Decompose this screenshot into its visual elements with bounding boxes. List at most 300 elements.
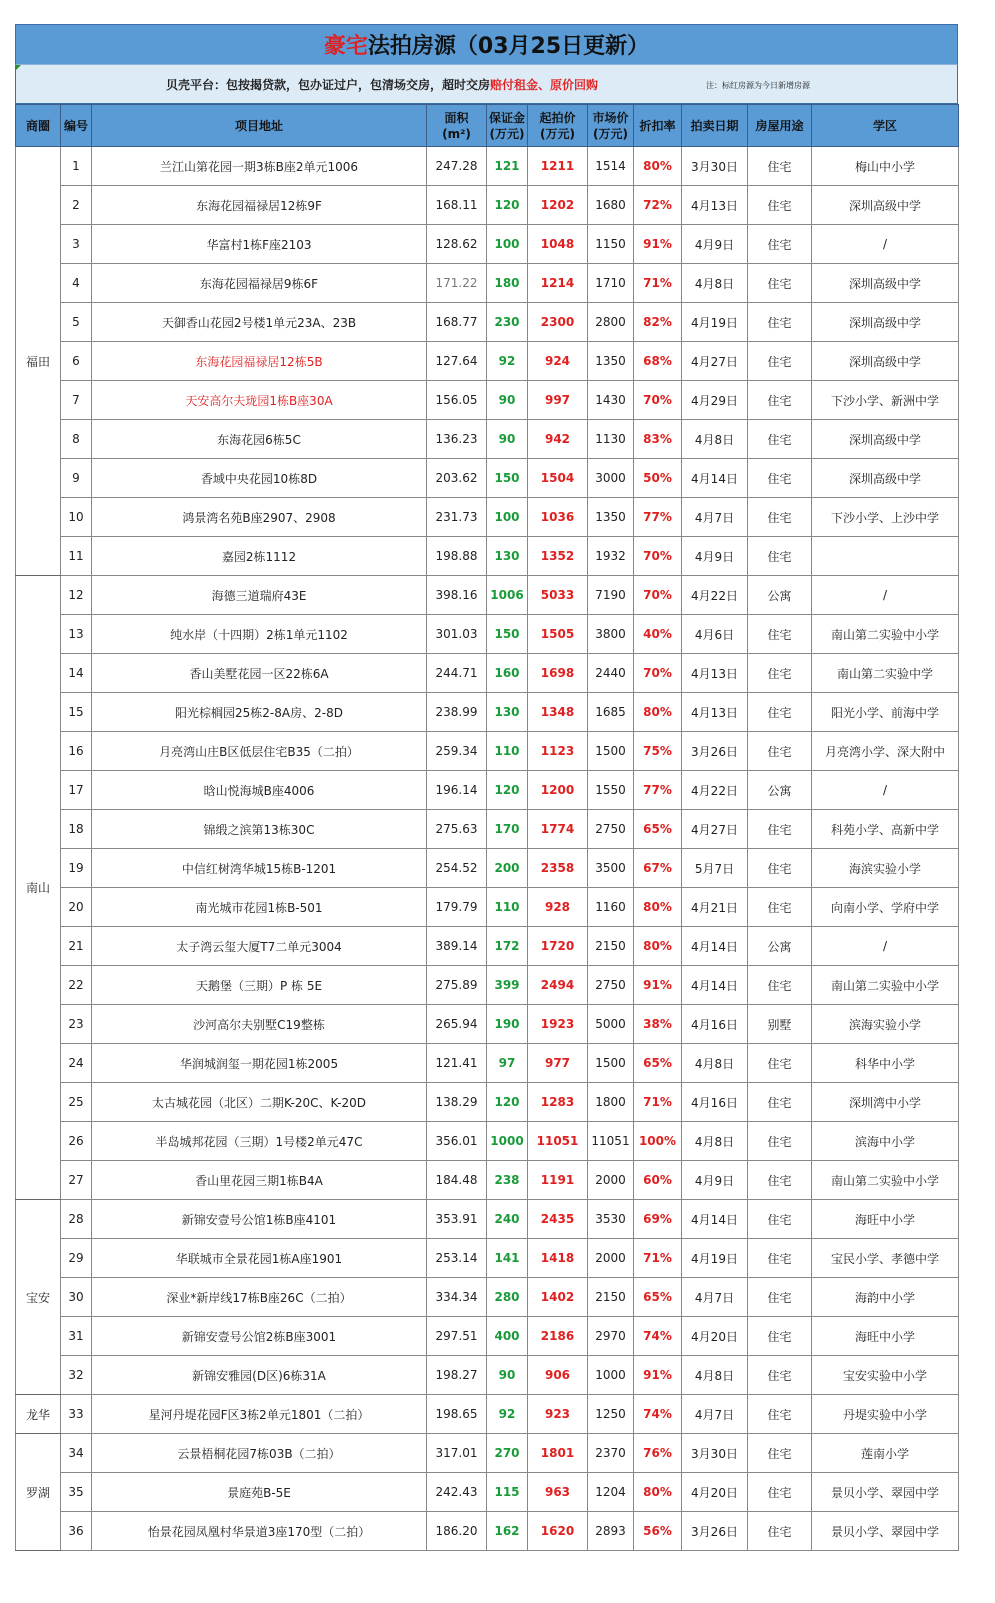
- header-area-label: 面积: [444, 110, 469, 125]
- table-row: [16, 966, 959, 1005]
- date-cell: 4月8日: [682, 420, 748, 459]
- usage-cell: 住宅: [748, 732, 812, 771]
- area-cell: 203.62: [427, 459, 487, 498]
- market-price-cell: 5000: [588, 1005, 634, 1044]
- no-cell: 32: [61, 1356, 92, 1395]
- discount-cell: 71%: [634, 1239, 682, 1278]
- start-price-cell: 2494: [528, 966, 588, 1005]
- market-price-cell: 1932: [588, 537, 634, 576]
- date-cell: 4月22日: [682, 771, 748, 810]
- market-price-cell: 2800: [588, 303, 634, 342]
- start-price-cell: 2186: [528, 1317, 588, 1356]
- table-row: [16, 420, 959, 459]
- table-row: [16, 147, 959, 186]
- school-cell: 海韵中小学: [812, 1278, 959, 1317]
- no-cell: 12: [61, 576, 92, 615]
- address-cell: 景庭苑B-5E: [92, 1473, 427, 1512]
- deposit-cell: 180: [487, 264, 528, 303]
- no-cell: 7: [61, 381, 92, 420]
- date-cell: 4月14日: [682, 1200, 748, 1239]
- area-cell: 265.94: [427, 1005, 487, 1044]
- area-cell: 231.73: [427, 498, 487, 537]
- area-cell: 247.28: [427, 147, 487, 186]
- address-cell: 新锦安壹号公馆1栋B座4101: [92, 1200, 427, 1239]
- table-row: [16, 1239, 959, 1278]
- market-price-cell: 3800: [588, 615, 634, 654]
- start-price-cell: 963: [528, 1473, 588, 1512]
- area-cell: 334.34: [427, 1278, 487, 1317]
- usage-cell: 住宅: [748, 1083, 812, 1122]
- header-deposit: [487, 105, 528, 147]
- usage-cell: 住宅: [748, 303, 812, 342]
- header-area-unit: (m²): [442, 126, 471, 141]
- usage-cell: 公寓: [748, 927, 812, 966]
- area-cell: 301.03: [427, 615, 487, 654]
- market-price-cell: 11051: [588, 1122, 634, 1161]
- usage-cell: 住宅: [748, 1200, 812, 1239]
- area-cell: 353.91: [427, 1200, 487, 1239]
- deposit-cell: 200: [487, 849, 528, 888]
- deposit-cell: 90: [487, 381, 528, 420]
- area-cell: 184.48: [427, 1161, 487, 1200]
- no-cell: 34: [61, 1434, 92, 1473]
- school-cell: 宝民小学、孝德中学: [812, 1239, 959, 1278]
- market-price-cell: 2440: [588, 654, 634, 693]
- usage-cell: 住宅: [748, 1434, 812, 1473]
- area-cell: 242.43: [427, 1473, 487, 1512]
- area-cell: 297.51: [427, 1317, 487, 1356]
- start-price-cell: 1801: [528, 1434, 588, 1473]
- usage-cell: 住宅: [748, 264, 812, 303]
- table-row: [16, 186, 959, 225]
- deposit-cell: 150: [487, 615, 528, 654]
- school-cell: 滨海中小学: [812, 1122, 959, 1161]
- no-cell: 19: [61, 849, 92, 888]
- school-cell: 宝安实验中小学: [812, 1356, 959, 1395]
- start-price-cell: 11051: [528, 1122, 588, 1161]
- usage-cell: 住宅: [748, 693, 812, 732]
- table-row: [16, 1434, 959, 1473]
- school-cell: 海旺中小学: [812, 1317, 959, 1356]
- address-cell: 兰江山第花园一期3栋B座2单元1006: [92, 147, 427, 186]
- usage-cell: 住宅: [748, 966, 812, 1005]
- discount-cell: 70%: [634, 654, 682, 693]
- date-cell: 4月13日: [682, 654, 748, 693]
- discount-cell: 70%: [634, 576, 682, 615]
- no-cell: 4: [61, 264, 92, 303]
- no-cell: 20: [61, 888, 92, 927]
- header-no: 编号: [61, 105, 92, 147]
- address-cell: 鸿景湾名苑B座2907、2908: [92, 498, 427, 537]
- school-cell: 深圳高级中学: [812, 186, 959, 225]
- date-cell: 3月26日: [682, 1512, 748, 1551]
- market-price-cell: 1800: [588, 1083, 634, 1122]
- area-cell: 127.64: [427, 342, 487, 381]
- date-cell: 4月9日: [682, 1161, 748, 1200]
- discount-cell: 76%: [634, 1434, 682, 1473]
- usage-cell: 住宅: [748, 459, 812, 498]
- discount-cell: 67%: [634, 849, 682, 888]
- table-row: [16, 1161, 959, 1200]
- address-cell: 华富村1栋F座2103: [92, 225, 427, 264]
- no-cell: 5: [61, 303, 92, 342]
- discount-cell: 70%: [634, 381, 682, 420]
- deposit-cell: 230: [487, 303, 528, 342]
- usage-cell: 住宅: [748, 420, 812, 459]
- usage-cell: 住宅: [748, 1044, 812, 1083]
- header-deposit-label: 保证金: [488, 110, 525, 125]
- market-price-cell: 1500: [588, 1044, 634, 1083]
- start-price-cell: 1418: [528, 1239, 588, 1278]
- subtitle-text: [166, 76, 598, 93]
- deposit-cell: 1000: [487, 1122, 528, 1161]
- deposit-cell: 97: [487, 1044, 528, 1083]
- address-cell: 深业*新岸线17栋B座26C（二拍）: [92, 1278, 427, 1317]
- school-cell: 莲南小学: [812, 1434, 959, 1473]
- school-cell: 科苑小学、高新中学: [812, 810, 959, 849]
- deposit-cell: 90: [487, 1356, 528, 1395]
- header-start: [528, 105, 588, 147]
- date-cell: 4月16日: [682, 1005, 748, 1044]
- start-price-cell: 977: [528, 1044, 588, 1083]
- start-price-cell: 1348: [528, 693, 588, 732]
- school-cell: 海旺中小学: [812, 1200, 959, 1239]
- date-cell: 4月7日: [682, 498, 748, 537]
- deposit-cell: 270: [487, 1434, 528, 1473]
- address-cell: 阳光棕榈园25栋2-8A房、2-8D: [92, 693, 427, 732]
- start-price-cell: 1048: [528, 225, 588, 264]
- market-price-cell: 1130: [588, 420, 634, 459]
- discount-cell: 80%: [634, 1473, 682, 1512]
- table-row: [16, 1473, 959, 1512]
- start-price-cell: 1720: [528, 927, 588, 966]
- discount-cell: 80%: [634, 147, 682, 186]
- header-address: 项目地址: [92, 105, 427, 147]
- date-cell: 4月8日: [682, 1122, 748, 1161]
- address-cell: 香域中央花园10栋8D: [92, 459, 427, 498]
- address-cell: 嘉园2栋1112: [92, 537, 427, 576]
- school-cell: 景贝小学、翠园中学: [812, 1473, 959, 1512]
- date-cell: 3月30日: [682, 1434, 748, 1473]
- address-cell: 新锦安雅园(D区)6栋31A: [92, 1356, 427, 1395]
- date-cell: 4月7日: [682, 1395, 748, 1434]
- no-cell: 10: [61, 498, 92, 537]
- deposit-cell: 120: [487, 1083, 528, 1122]
- usage-cell: 住宅: [748, 1473, 812, 1512]
- discount-cell: 50%: [634, 459, 682, 498]
- market-price-cell: 2750: [588, 966, 634, 1005]
- table-row: [16, 576, 959, 615]
- no-cell: 33: [61, 1395, 92, 1434]
- area-cell: 198.27: [427, 1356, 487, 1395]
- school-cell: /: [812, 576, 959, 615]
- discount-cell: 77%: [634, 498, 682, 537]
- school-cell: 深圳湾中小学: [812, 1083, 959, 1122]
- no-cell: 25: [61, 1083, 92, 1122]
- table-row: [16, 1395, 959, 1434]
- usage-cell: 住宅: [748, 342, 812, 381]
- market-price-cell: 1350: [588, 498, 634, 537]
- address-cell: 太子湾云玺大厦T7二单元3004: [92, 927, 427, 966]
- table-row: [16, 615, 959, 654]
- header-market-unit: (万元): [593, 126, 628, 141]
- start-price-cell: 1123: [528, 732, 588, 771]
- address-cell: 东海花园福禄居9栋6F: [92, 264, 427, 303]
- discount-cell: 75%: [634, 732, 682, 771]
- start-price-cell: 2300: [528, 303, 588, 342]
- usage-cell: 住宅: [748, 888, 812, 927]
- start-price-cell: 2435: [528, 1200, 588, 1239]
- area-cell: 317.01: [427, 1434, 487, 1473]
- usage-cell: 住宅: [748, 537, 812, 576]
- table-row: [16, 927, 959, 966]
- usage-cell: 公寓: [748, 771, 812, 810]
- market-price-cell: 1710: [588, 264, 634, 303]
- deposit-cell: 160: [487, 654, 528, 693]
- area-cell: 186.20: [427, 1512, 487, 1551]
- area-cell: 179.79: [427, 888, 487, 927]
- address-cell: 沙河高尔夫别墅C19整栋: [92, 1005, 427, 1044]
- cell-marker-icon: [16, 65, 21, 70]
- deposit-cell: 240: [487, 1200, 528, 1239]
- address-cell: 纯水岸（十四期）2栋1单元1102: [92, 615, 427, 654]
- school-cell: 月亮湾小学、深大附中: [812, 732, 959, 771]
- market-price-cell: 2000: [588, 1161, 634, 1200]
- start-price-cell: 928: [528, 888, 588, 927]
- market-price-cell: 1150: [588, 225, 634, 264]
- discount-cell: 65%: [634, 1044, 682, 1083]
- start-price-cell: 924: [528, 342, 588, 381]
- no-cell: 11: [61, 537, 92, 576]
- start-price-cell: 1698: [528, 654, 588, 693]
- school-cell: 滨海实验小学: [812, 1005, 959, 1044]
- date-cell: 4月21日: [682, 888, 748, 927]
- usage-cell: 住宅: [748, 498, 812, 537]
- market-price-cell: 3500: [588, 849, 634, 888]
- usage-cell: 住宅: [748, 1395, 812, 1434]
- school-cell: 南山第二实验中小学: [812, 615, 959, 654]
- no-cell: 8: [61, 420, 92, 459]
- no-cell: 13: [61, 615, 92, 654]
- deposit-cell: 90: [487, 420, 528, 459]
- start-price-cell: 1620: [528, 1512, 588, 1551]
- table-row: [16, 1044, 959, 1083]
- table-row: [16, 1356, 959, 1395]
- no-cell: 14: [61, 654, 92, 693]
- address-cell: 天安高尔夫珑园1栋B座30A: [92, 381, 427, 420]
- no-cell: 23: [61, 1005, 92, 1044]
- area-cell: 168.77: [427, 303, 487, 342]
- date-cell: 3月26日: [682, 732, 748, 771]
- discount-cell: 72%: [634, 186, 682, 225]
- school-cell: 阳光小学、前海中学: [812, 693, 959, 732]
- table-row: [16, 654, 959, 693]
- area-cell: 156.05: [427, 381, 487, 420]
- date-cell: 4月22日: [682, 576, 748, 615]
- start-price-cell: 1923: [528, 1005, 588, 1044]
- deposit-cell: 172: [487, 927, 528, 966]
- school-cell: /: [812, 927, 959, 966]
- discount-cell: 82%: [634, 303, 682, 342]
- address-cell: 中信红树湾华城15栋B-1201: [92, 849, 427, 888]
- usage-cell: 住宅: [748, 147, 812, 186]
- deposit-cell: 400: [487, 1317, 528, 1356]
- no-cell: 6: [61, 342, 92, 381]
- start-price-cell: 5033: [528, 576, 588, 615]
- deposit-cell: 121: [487, 147, 528, 186]
- address-cell: 东海花园6栋5C: [92, 420, 427, 459]
- no-cell: 16: [61, 732, 92, 771]
- address-cell: 半岛城邦花园（三期）1号楼2单元47C: [92, 1122, 427, 1161]
- school-cell: [812, 537, 959, 576]
- market-price-cell: 2370: [588, 1434, 634, 1473]
- usage-cell: 住宅: [748, 186, 812, 225]
- deposit-cell: 150: [487, 459, 528, 498]
- market-price-cell: 2750: [588, 810, 634, 849]
- start-price-cell: 1200: [528, 771, 588, 810]
- address-cell: 东海花园福禄居12栋5B: [92, 342, 427, 381]
- address-cell: 海德三道瑞府43E: [92, 576, 427, 615]
- discount-cell: 38%: [634, 1005, 682, 1044]
- header-date: 拍卖日期: [682, 105, 748, 147]
- market-price-cell: 2150: [588, 927, 634, 966]
- market-price-cell: 2000: [588, 1239, 634, 1278]
- discount-cell: 74%: [634, 1317, 682, 1356]
- deposit-cell: 238: [487, 1161, 528, 1200]
- discount-cell: 71%: [634, 1083, 682, 1122]
- usage-cell: 住宅: [748, 810, 812, 849]
- table-row: [16, 459, 959, 498]
- discount-cell: 71%: [634, 264, 682, 303]
- deposit-cell: 100: [487, 498, 528, 537]
- school-cell: 南山第二实验中小学: [812, 1161, 959, 1200]
- table-row: [16, 693, 959, 732]
- discount-cell: 100%: [634, 1122, 682, 1161]
- table-row: [16, 1083, 959, 1122]
- table-row: [16, 771, 959, 810]
- subtitle-main: 贝壳平台：包按揭贷款，包办证过户，包清场交房，超时交房: [166, 78, 491, 92]
- school-cell: 梅山中小学: [812, 147, 959, 186]
- date-cell: 4月8日: [682, 264, 748, 303]
- area-cell: 121.41: [427, 1044, 487, 1083]
- header-deposit-unit: (万元): [489, 126, 525, 141]
- market-price-cell: 2970: [588, 1317, 634, 1356]
- usage-cell: 住宅: [748, 1278, 812, 1317]
- school-cell: 深圳高级中学: [812, 303, 959, 342]
- start-price-cell: 997: [528, 381, 588, 420]
- district-cell: 罗湖: [16, 1434, 61, 1551]
- no-cell: 17: [61, 771, 92, 810]
- discount-cell: 65%: [634, 810, 682, 849]
- deposit-cell: 1006: [487, 576, 528, 615]
- district-cell: 宝安: [16, 1200, 61, 1395]
- usage-cell: 住宅: [748, 225, 812, 264]
- address-cell: 香山美墅花园一区22栋6A: [92, 654, 427, 693]
- header-area: [427, 105, 487, 147]
- auction-sheet: [15, 24, 958, 1551]
- district-cell: 南山: [16, 576, 61, 1200]
- deposit-cell: 141: [487, 1239, 528, 1278]
- table-row: [16, 303, 959, 342]
- start-price-cell: 1402: [528, 1278, 588, 1317]
- area-cell: 356.01: [427, 1122, 487, 1161]
- title-highlight: 豪宅: [323, 34, 368, 59]
- start-price-cell: 942: [528, 420, 588, 459]
- deposit-cell: 100: [487, 225, 528, 264]
- listing-table: [15, 104, 959, 1551]
- table-row: [16, 381, 959, 420]
- header-market-label: 市场价: [592, 110, 629, 125]
- usage-cell: 住宅: [748, 654, 812, 693]
- start-price-cell: 1036: [528, 498, 588, 537]
- address-cell: 华润城润玺一期花园1栋2005: [92, 1044, 427, 1083]
- header-row: [16, 105, 959, 147]
- deposit-cell: 92: [487, 342, 528, 381]
- date-cell: 4月14日: [682, 927, 748, 966]
- date-cell: 4月14日: [682, 966, 748, 1005]
- market-price-cell: 1514: [588, 147, 634, 186]
- discount-cell: 80%: [634, 927, 682, 966]
- title-rest: 法拍房源（03月25日更新）: [367, 34, 650, 59]
- area-cell: 198.65: [427, 1395, 487, 1434]
- usage-cell: 住宅: [748, 1317, 812, 1356]
- discount-cell: 40%: [634, 615, 682, 654]
- start-price-cell: 1214: [528, 264, 588, 303]
- market-price-cell: 1160: [588, 888, 634, 927]
- address-cell: 香山里花园三期1栋B4A: [92, 1161, 427, 1200]
- school-cell: /: [812, 225, 959, 264]
- area-cell: 198.88: [427, 537, 487, 576]
- district-cell: 福田: [16, 147, 61, 576]
- start-price-cell: 1352: [528, 537, 588, 576]
- no-cell: 3: [61, 225, 92, 264]
- usage-cell: 住宅: [748, 1512, 812, 1551]
- deposit-cell: 130: [487, 537, 528, 576]
- table-row: [16, 1317, 959, 1356]
- table-row: [16, 810, 959, 849]
- no-cell: 26: [61, 1122, 92, 1161]
- no-cell: 28: [61, 1200, 92, 1239]
- school-cell: 南山第二实验中小学: [812, 966, 959, 1005]
- school-cell: /: [812, 771, 959, 810]
- table-row: [16, 537, 959, 576]
- date-cell: 5月7日: [682, 849, 748, 888]
- address-cell: 东海花园福禄居12栋9F: [92, 186, 427, 225]
- table-row: [16, 264, 959, 303]
- header-school: 学区: [812, 105, 959, 147]
- discount-cell: 91%: [634, 1356, 682, 1395]
- school-cell: 景贝小学、翠园中学: [812, 1512, 959, 1551]
- address-cell: 月亮湾山庄B区低层住宅B35（二拍）: [92, 732, 427, 771]
- no-cell: 1: [61, 147, 92, 186]
- deposit-cell: 120: [487, 771, 528, 810]
- no-cell: 21: [61, 927, 92, 966]
- market-price-cell: 3000: [588, 459, 634, 498]
- no-cell: 18: [61, 810, 92, 849]
- header-district: 商圈: [16, 105, 61, 147]
- no-cell: 31: [61, 1317, 92, 1356]
- area-cell: 275.89: [427, 966, 487, 1005]
- start-price-cell: 1211: [528, 147, 588, 186]
- deposit-cell: 280: [487, 1278, 528, 1317]
- address-cell: 天御香山花园2号楼1单元23A、23B: [92, 303, 427, 342]
- date-cell: 4月8日: [682, 1044, 748, 1083]
- no-cell: 29: [61, 1239, 92, 1278]
- market-price-cell: 1430: [588, 381, 634, 420]
- header-start-unit: (万元): [540, 126, 575, 141]
- school-cell: 丹堤实验中小学: [812, 1395, 959, 1434]
- page-title: [15, 24, 958, 64]
